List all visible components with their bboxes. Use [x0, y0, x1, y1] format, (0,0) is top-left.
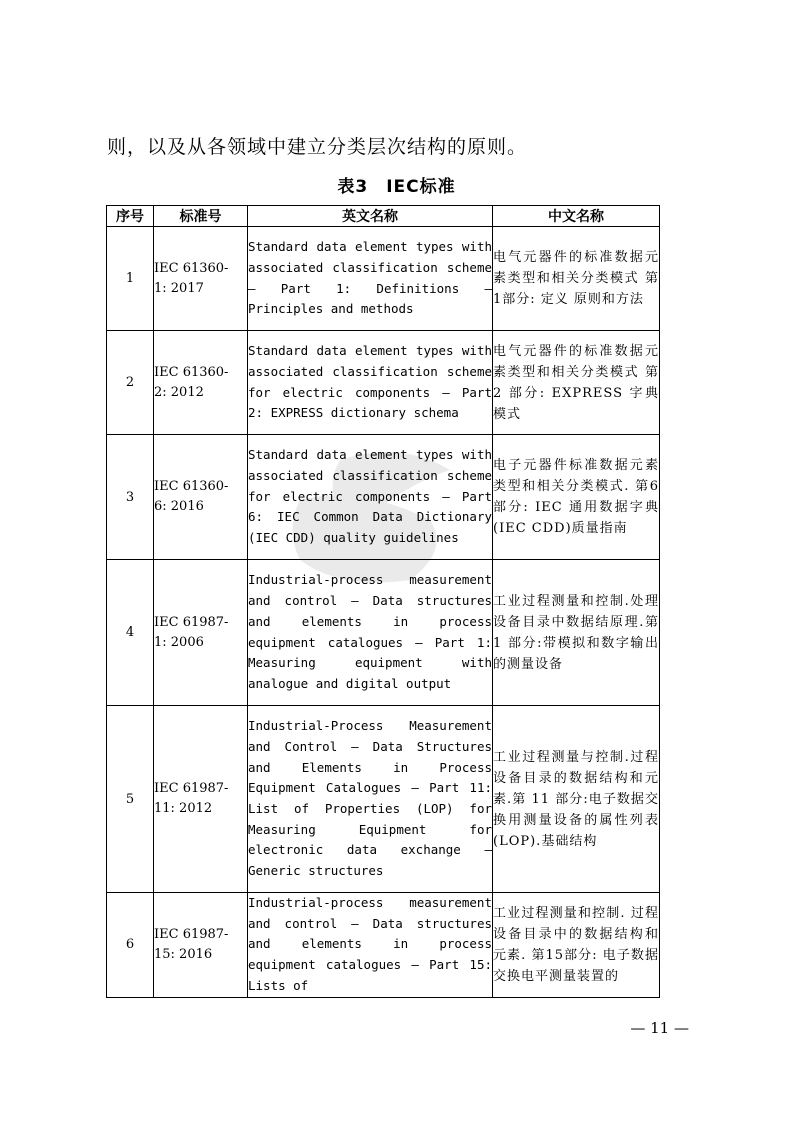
row-number: 6: [107, 893, 154, 998]
intro-paragraph: 则，以及从各领域中建立分类层次结构的原则。: [107, 136, 528, 158]
table-row: [107, 435, 660, 560]
standard-number: IEC 61987- 11: 2012: [154, 706, 248, 893]
chinese-name: 电气元器件的标准数据元素类型和相关分类模式 第 2 部分: EXPRESS 字典模式: [493, 331, 660, 435]
standard-number: IEC 61360- 6: 2016: [154, 435, 248, 560]
page-number: — 11 —: [630, 1019, 689, 1037]
standard-number: IEC 61987- 1: 2006: [154, 560, 248, 706]
english-name: Industrial-process measurement and control – Data structures and elements in process equipment catalogues – Part 15: Lists of: [248, 893, 493, 998]
chinese-name: 工业过程测量和控制.处理设备目录中数据结原理.第 1 部分:带模拟和数字输出的测量设备: [493, 560, 660, 706]
header-standard-no: 标准号: [154, 206, 248, 227]
table-row: [107, 331, 660, 435]
table-row: [107, 706, 660, 893]
table-header-row: [107, 206, 660, 227]
row-number: 3: [107, 435, 154, 560]
chinese-name: 工业过程测量和控制. 过程设备目录中的数据结构和元素. 第15部分: 电子数据交换电平测量装置的: [493, 893, 660, 998]
header-english-name: 英文名称: [248, 206, 493, 227]
header-number: 序号: [107, 206, 154, 227]
english-name: Industrial-process measurement and control – Data structures and elements in process equipment catalogues – Part 1: Measuring equipment with analogue and digital output: [248, 560, 493, 706]
table-caption: 表3 IEC标准: [337, 177, 456, 197]
english-name: Standard data element types with associated classification scheme – Part 1: Definitions – Principles and methods: [248, 227, 493, 331]
row-number: 4: [107, 560, 154, 706]
standard-number: IEC 61360- 2: 2012: [154, 331, 248, 435]
standard-number: IEC 61987- 15: 2016: [154, 893, 248, 998]
chinese-name: 电气元器件的标准数据元素类型和相关分类模式 第1部分: 定义 原则和方法: [493, 227, 660, 331]
table-row: [107, 893, 660, 998]
chinese-name: 电子元器件标准数据元素类型和相关分类模式. 第6部分: IEC 通用数据字典(IEC CDD)质量指南: [493, 435, 660, 560]
row-number: 2: [107, 331, 154, 435]
row-number: 1: [107, 227, 154, 331]
table-row: [107, 227, 660, 331]
chinese-name: 工业过程测量与控制.过程设备目录的数据结构和元素.第 11 部分:电子数据交换用测量设备的属性列表(LOP).基础结构: [493, 706, 660, 893]
standard-number: IEC 61360- 1: 2017: [154, 227, 248, 331]
english-name: Standard data element types with associated classification scheme for electric components – Part 6: IEC Common Data Dictionary (IEC CDD) quality guidelines: [248, 435, 493, 560]
header-chinese-name: 中文名称: [493, 206, 660, 227]
iec-standards-table: [106, 205, 660, 998]
row-number: 5: [107, 706, 154, 893]
english-name: Standard data element types with associated classification scheme for electric components – Part 2: EXPRESS dictionary schema: [248, 331, 493, 435]
english-name: Industrial-Process Measurement and Control – Data Structures and Elements in Process Equipment Catalogues – Part 11: List of Properties (LOP) for Measuring Equipment for electronic data exchange – Generic structures: [248, 706, 493, 893]
table-row: [107, 560, 660, 706]
